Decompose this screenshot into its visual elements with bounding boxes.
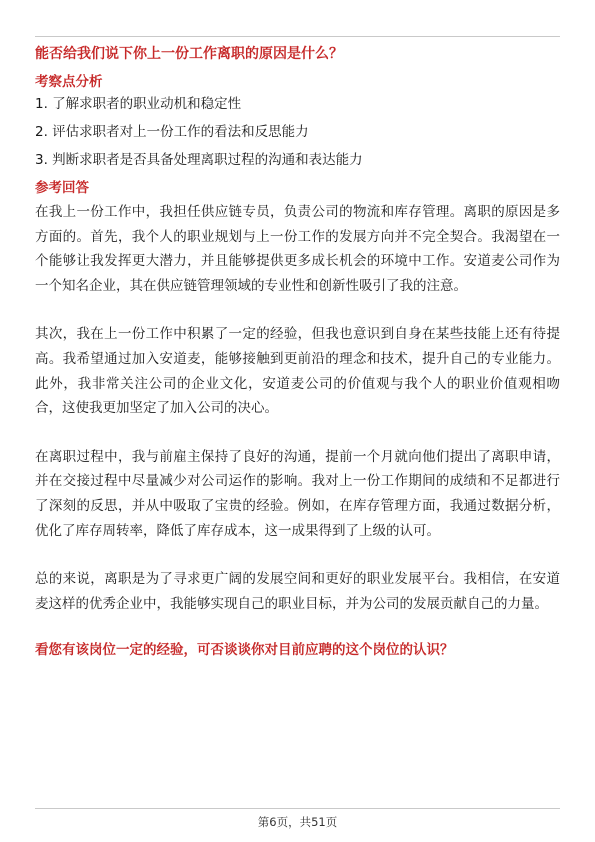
page-content xyxy=(35,44,560,660)
analysis-point: 1. 了解求职者的职业动机和稳定性 xyxy=(35,96,242,112)
question-title: 能否给我们说下你上一份工作离职的原因是什么？ xyxy=(35,46,343,62)
answer-paragraph: 在我上一份工作中，我担任供应链专员，负责公司的物流和库存管理。离职的原因是多方面的。首先，我个人的职业规划与上一份工作的发展方向并不完全契合。我渴望在一个能够让我发挥更大潜力，并且能够提供更多成长机会的环境中工作。安道麦公司作为一个知名企业，其在供应链管理领域的专业性和创新性吸引了我的注意。 xyxy=(35,204,560,294)
answer-paragraph: 在离职过程中，我与前雇主保持了良好的沟通，提前一个月就向他们提出了离职申请，并在交接过程中尽量减少对公司运作的影响。我对上一份工作期间的成绩和不足都进行了深刻的反思，并从中吸取了宝贵的经验。例如，在库存管理方面，我通过数据分析，优化了库存周转率，降低了库存成本，这一成果得到了上级的认可。 xyxy=(35,448,560,539)
answer-paragraph: 总的来说，离职是为了寻求更广阔的发展空间和更好的职业发展平台。我相信，在安道麦这样的优秀企业中，我能够实现自己的职业目标，并为公司的发展贡献自己的力量。 xyxy=(35,571,560,612)
next-question-title: 看您有该岗位一定的经验，可否谈谈你对目前应聘的这个岗位的认识？ xyxy=(35,642,454,659)
analysis-point: 2. 评估求职者对上一份工作的看法和反思能力 xyxy=(35,124,309,140)
analysis-heading: 考察点分析 xyxy=(35,74,103,90)
analysis-point: 3. 判断求职者是否具备处理离职过程的沟通和表达能力 xyxy=(35,152,363,168)
answer-paragraph: 其次，我在上一份工作中积累了一定的经验，但我也意识到自身在某些技能上还有待提高。我希望通过加入安道麦，能够接触到更前沿的理念和技术，提升自己的专业能力。此外，我非常关注公司的企业文化，安道麦公司的价值观与我个人的职业价值观相吻合，这使我更加坚定了加入公司的决心。 xyxy=(35,326,560,417)
answer-heading: 参考回答 xyxy=(35,180,89,196)
page-number: 第6页，共51页 xyxy=(257,815,338,829)
footer-rule xyxy=(35,808,560,809)
header-rule xyxy=(35,36,560,37)
analysis-points xyxy=(35,94,560,170)
